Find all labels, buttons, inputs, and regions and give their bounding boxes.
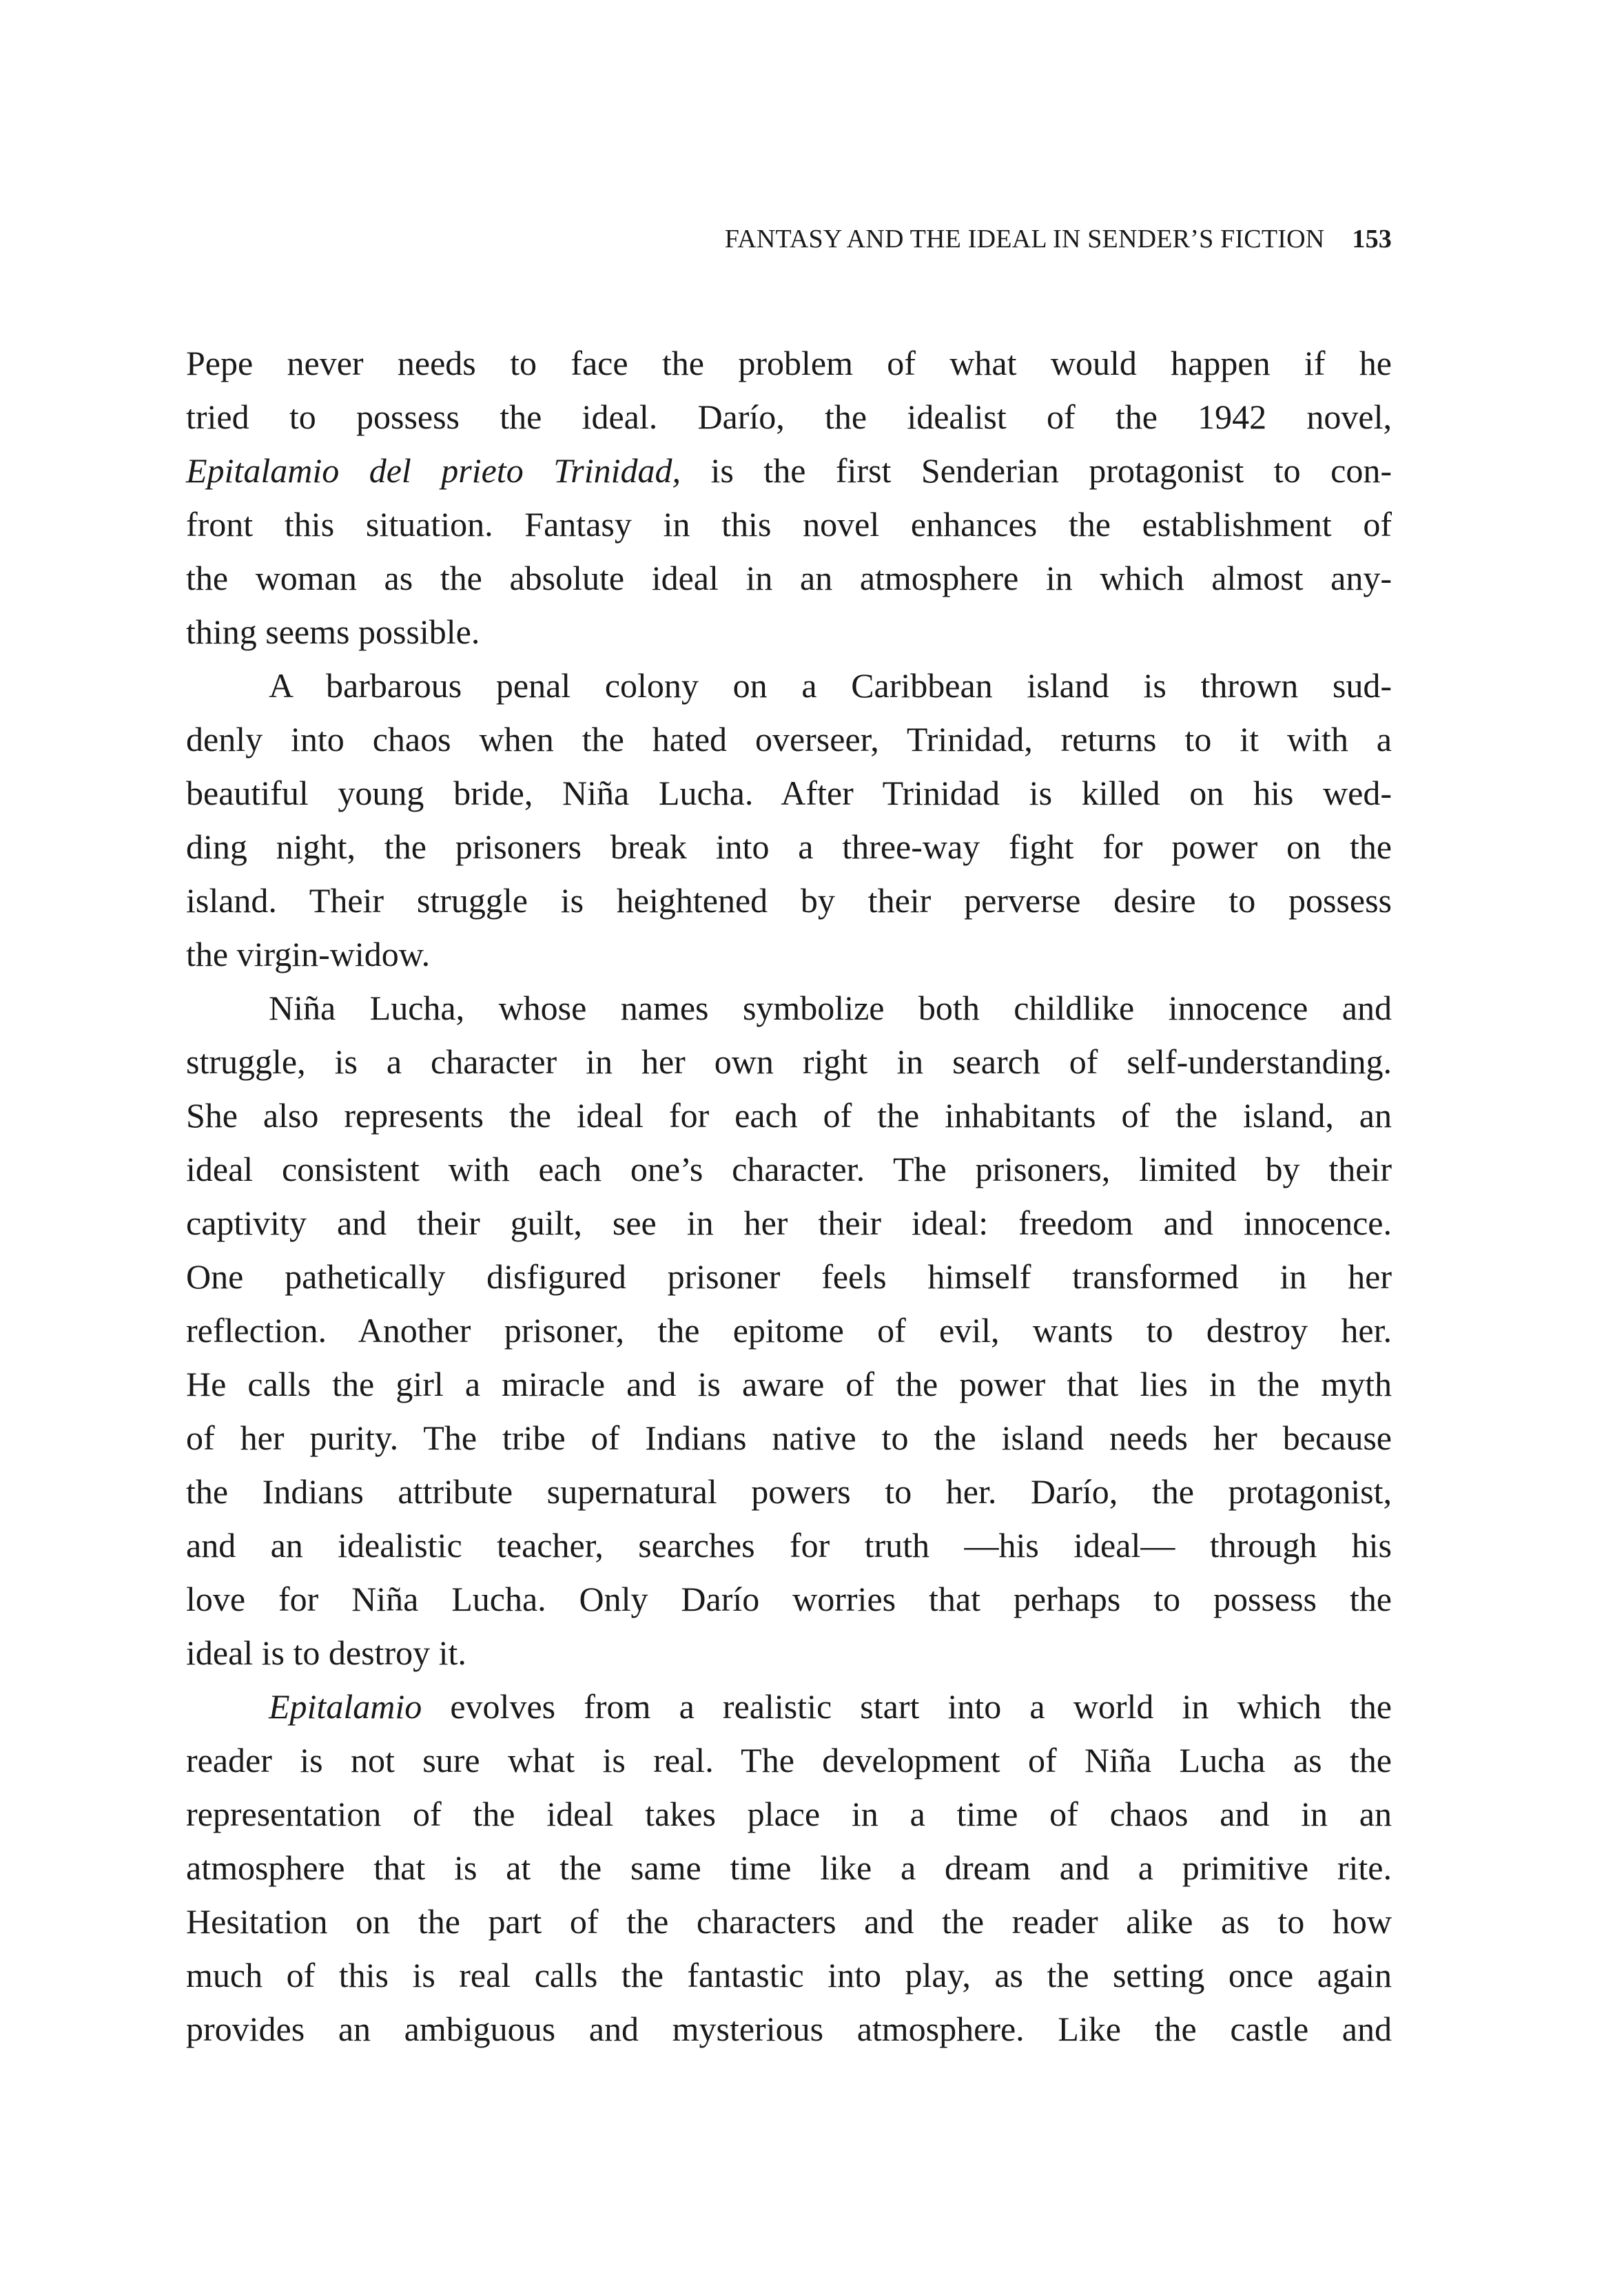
- text-line: [186, 1626, 1392, 1680]
- text-line: [186, 390, 1392, 444]
- text-line: [186, 1035, 1392, 1089]
- text-segment: One pathetically disfigured prisoner feels himself transformed in her: [186, 1257, 1392, 1296]
- text-segment: island. Their struggle is heightened by their perverse desire to possess: [186, 881, 1392, 920]
- text-segment: Hesitation on the part of the characters and the reader alike as to how: [186, 1902, 1392, 1941]
- text-segment: love for Niña Lucha. Only Darío worries that perhaps to possess the: [186, 1580, 1392, 1618]
- text-segment: struggle, is a character in her own right in search of self-understanding.: [186, 1042, 1392, 1081]
- text-segment: A barbarous penal colony on a Caribbean island is thrown sud-: [269, 666, 1392, 705]
- text-segment: the virgin-widow.: [186, 935, 431, 973]
- text-segment: evolves from a realistic start into a world in which the: [422, 1687, 1392, 1726]
- text-segment: atmosphere that is at the same time like a dream and a primitive rite.: [186, 1848, 1392, 1887]
- text-segment: the Indians attribute supernatural powers to her. Darío, the protagonist,: [186, 1472, 1392, 1511]
- text-line: [186, 605, 1392, 659]
- text-segment: and an idealistic teacher, searches for truth —his ideal— through his: [186, 1526, 1392, 1565]
- text-segment: representation of the ideal takes place in a time of chaos and in an: [186, 1795, 1392, 1833]
- text-line: [186, 1787, 1392, 1841]
- text-segment: denly into chaos when the hated overseer, Trinidad, returns to it with a: [186, 720, 1392, 759]
- text-line: [186, 1948, 1392, 2002]
- text-line: [186, 659, 1392, 712]
- text-segment: ideal consistent with each one’s character. The prisoners, limited by their: [186, 1150, 1392, 1188]
- text-segment: front this situation. Fantasy in this novel enhances the establishment of: [186, 505, 1392, 544]
- text-line: [186, 444, 1392, 497]
- text-segment: ideal is to destroy it.: [186, 1633, 466, 1672]
- text-line: [186, 2002, 1392, 2056]
- text-line: [186, 1357, 1392, 1411]
- italic-title: Epitalamio: [269, 1687, 422, 1726]
- running-head-title: FANTASY AND THE IDEAL IN SENDER’S FICTION: [724, 225, 1325, 254]
- body-text: [186, 336, 1392, 2056]
- text-line: [186, 1841, 1392, 1895]
- text-line: [186, 1303, 1392, 1357]
- text-line: [186, 820, 1392, 874]
- text-segment: Niña Lucha, whose names symbolize both childlike innocence and: [269, 989, 1392, 1027]
- text-line: [186, 1250, 1392, 1303]
- text-line: [186, 1465, 1392, 1518]
- text-line: [186, 874, 1392, 927]
- text-line: [186, 927, 1392, 981]
- text-segment: reader is not sure what is real. The development of Niña Lucha as the: [186, 1741, 1392, 1780]
- text-line: [186, 1733, 1392, 1787]
- text-line: [186, 1411, 1392, 1465]
- text-segment: much of this is real calls the fantastic into play, as the setting once again: [186, 1956, 1392, 1994]
- text-segment: captivity and their guilt, see in her their ideal: freedom and innocence.: [186, 1204, 1392, 1242]
- text-line: [186, 1572, 1392, 1626]
- text-line: [186, 1142, 1392, 1196]
- text-line: [186, 1196, 1392, 1250]
- text-segment: Pepe never needs to face the problem of what would happen if he: [186, 344, 1392, 382]
- text-segment: She also represents the ideal for each of the inhabitants of the island, an: [186, 1096, 1392, 1135]
- text-segment: ding night, the prisoners break into a three-way fight for power on the: [186, 827, 1392, 866]
- text-line: [186, 1089, 1392, 1142]
- text-segment: tried to possess the ideal. Darío, the idealist of the 1942 novel,: [186, 398, 1392, 436]
- text-segment: of her purity. The tribe of Indians native to the island needs her because: [186, 1419, 1392, 1457]
- text-line: [186, 1518, 1392, 1572]
- running-head: [590, 222, 1392, 256]
- text-segment: the woman as the absolute ideal in an atmosphere in which almost any-: [186, 559, 1392, 597]
- text-line: [186, 766, 1392, 820]
- text-segment: He calls the girl a miracle and is aware of the power that lies in the myth: [186, 1365, 1392, 1403]
- italic-title: Epitalamio del prieto Trinidad,: [186, 451, 681, 490]
- text-line: [186, 336, 1392, 390]
- text-line: [186, 1895, 1392, 1948]
- text-segment: reflection. Another prisoner, the epitome of evil, wants to destroy her.: [186, 1311, 1392, 1350]
- text-segment: beautiful young bride, Niña Lucha. After Trinidad is killed on his wed-: [186, 774, 1392, 812]
- text-line: [186, 1680, 1392, 1733]
- page-number: 153: [1352, 225, 1392, 254]
- text-segment: is the first Senderian protagonist to con-: [680, 451, 1392, 490]
- text-segment: provides an ambiguous and mysterious atmosphere. Like the castle and: [186, 2010, 1392, 2048]
- text-line: [186, 981, 1392, 1035]
- text-line: [186, 712, 1392, 766]
- text-line: [186, 551, 1392, 605]
- text-line: [186, 497, 1392, 551]
- text-segment: thing seems possible.: [186, 612, 480, 651]
